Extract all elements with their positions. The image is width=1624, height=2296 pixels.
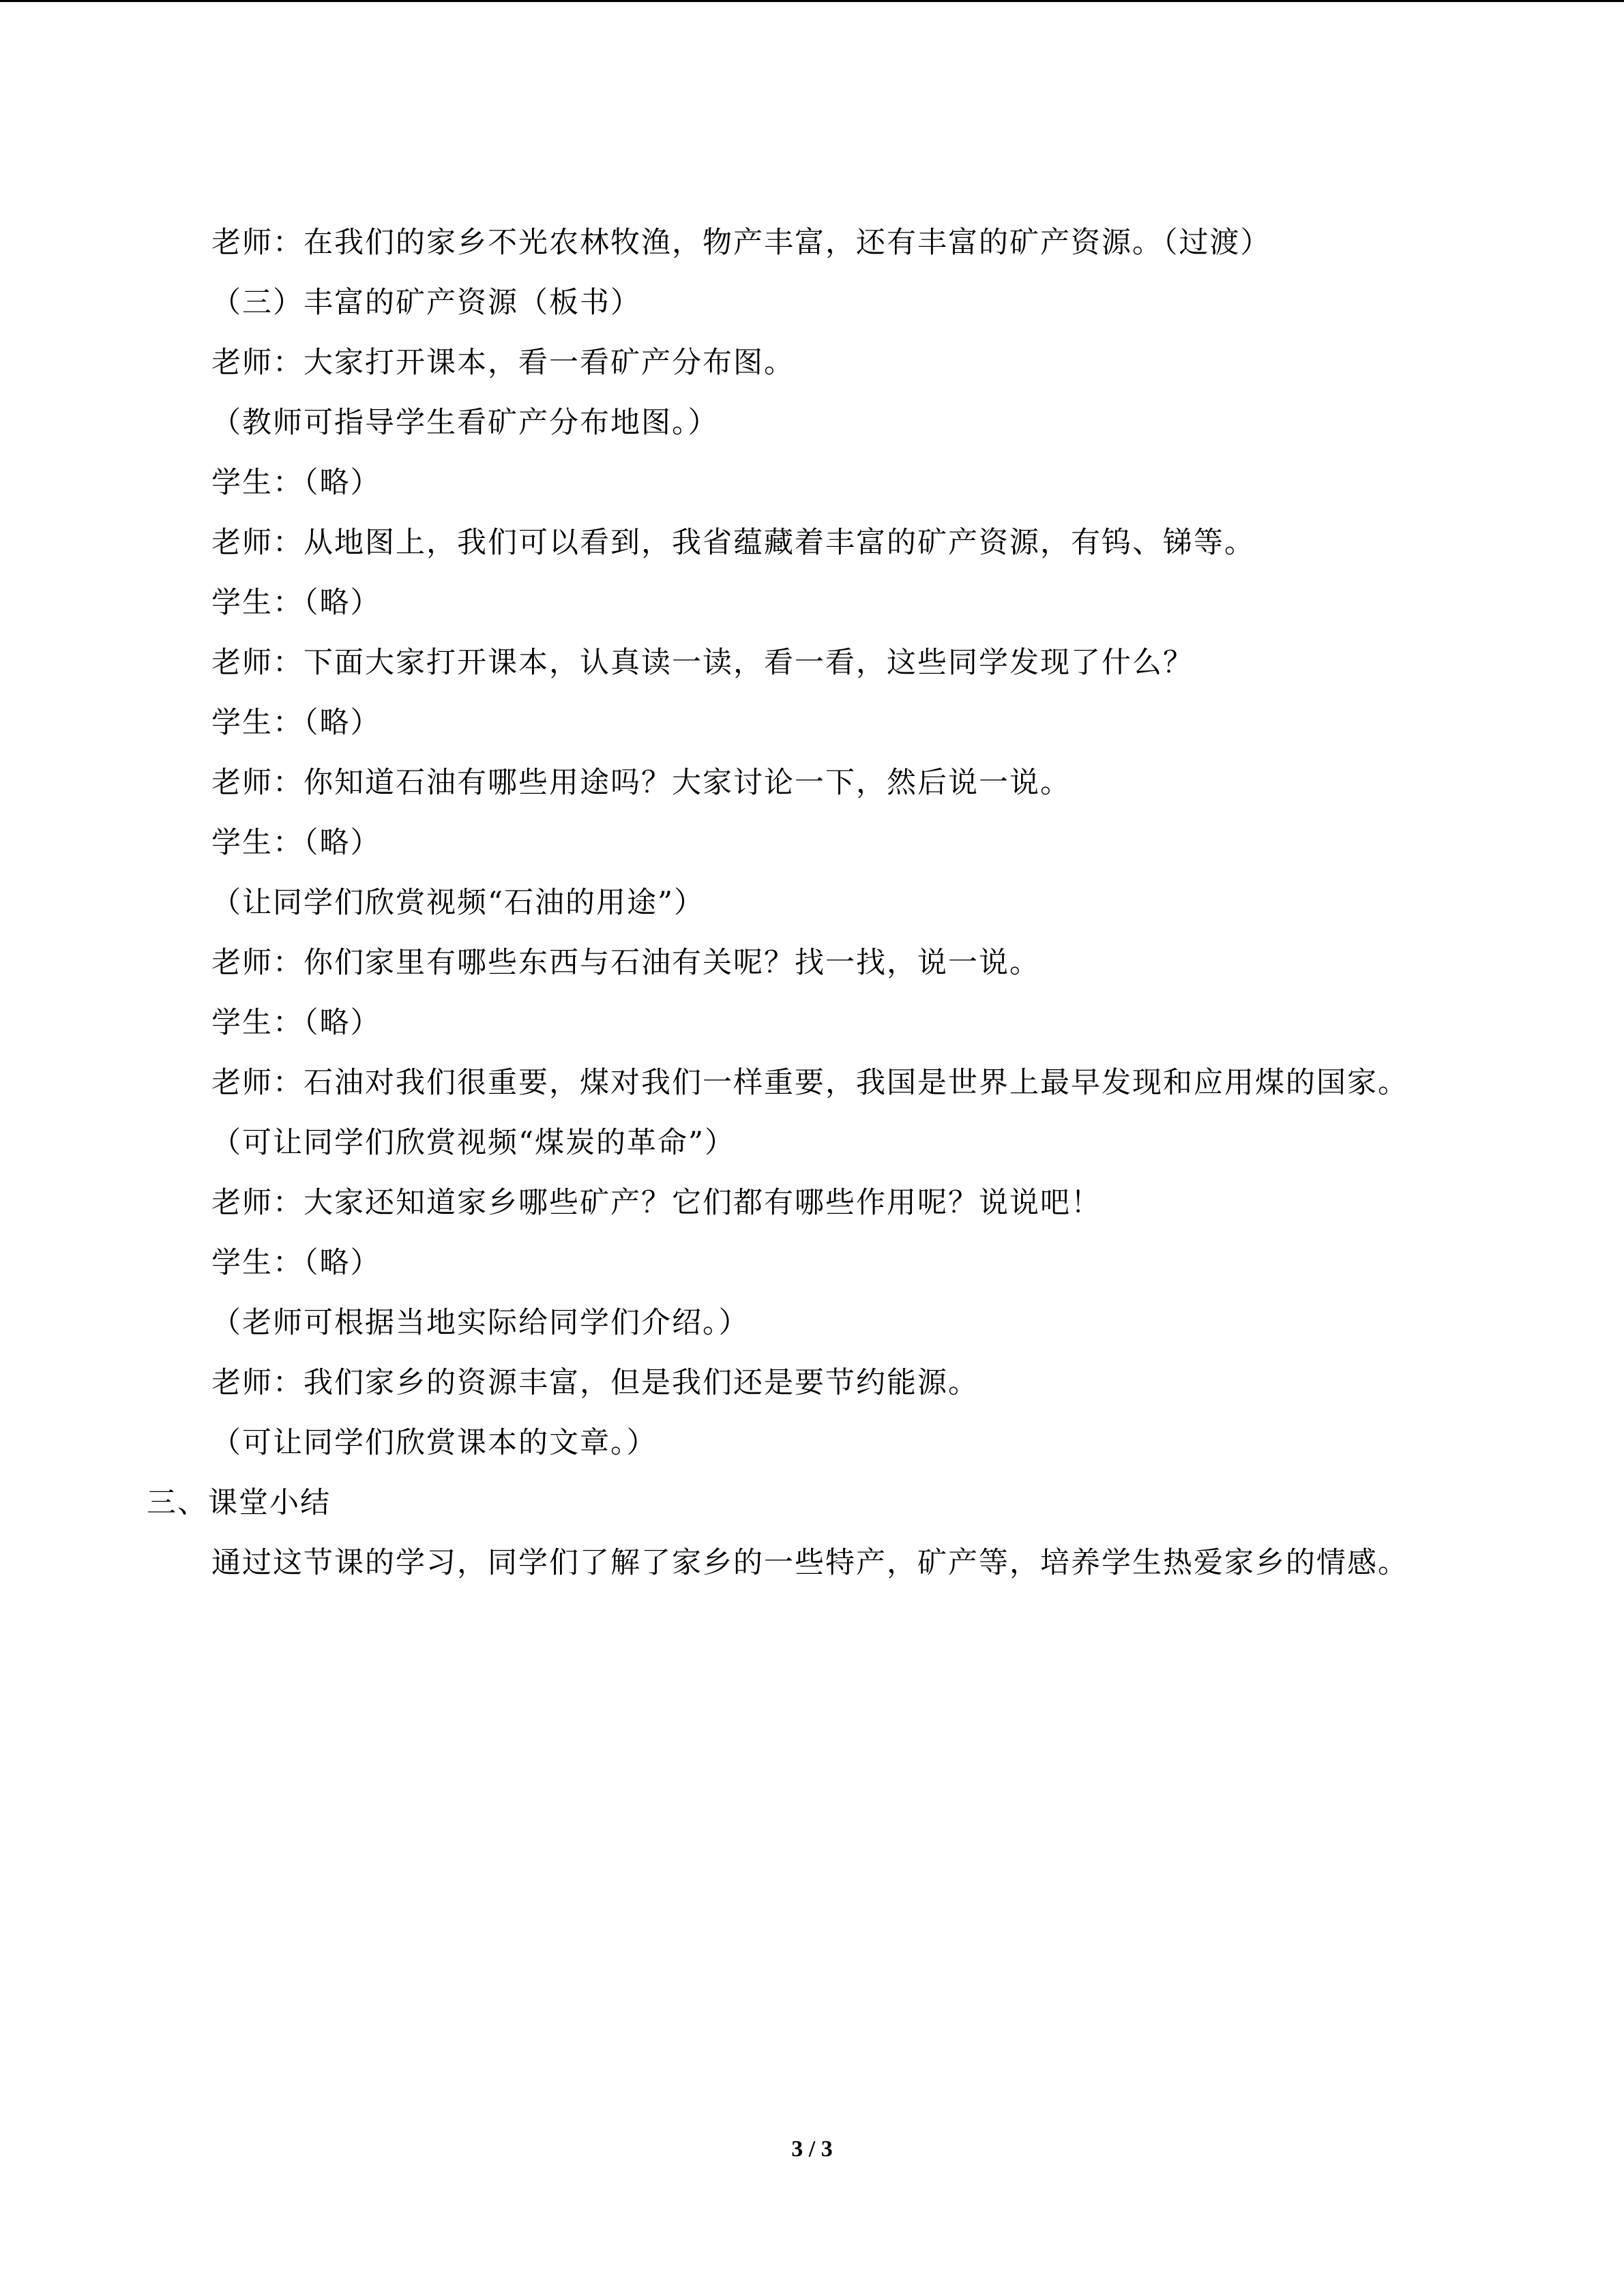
paragraph-student-reply: 学生：（略） [211,466,381,500]
paragraph-note-local-introduction: （老师可根据当地实际给同学们介绍。） [211,1306,750,1340]
paragraph-note-map-guidance: （教师可指导学生看矿产分布地图。） [211,406,719,440]
top-border-rule [0,0,1624,2]
paragraph-teacher-open-textbook: 老师：大家打开课本，看一看矿产分布图。 [211,346,795,380]
document-body [147,213,1429,1593]
paragraph-teacher-petroleum-uses: 老师：你知道石油有哪些用途吗？大家讨论一下，然后说一说。 [211,766,1071,800]
section-heading-class-summary: 三、课堂小结 [147,1486,331,1520]
paragraph-teacher-save-energy: 老师：我们家乡的资源丰富，但是我们还是要节约能源。 [211,1366,979,1400]
paragraph-teacher-transition: 老师：在我们的家乡不光农林牧渔，物产丰富，还有丰富的矿产资源。（过渡） [211,226,1271,260]
section-heading-mineral-resources: （三）丰富的矿产资源（板书） [211,286,641,320]
paragraph-teacher-other-minerals: 老师：大家还知道家乡哪些矿产？它们都有哪些作用呢？说说吧！ [211,1186,1102,1220]
paragraph-note-petroleum-video: （让同学们欣赏视频“石油的用途”） [211,886,705,920]
paragraph-student-reply: 学生：（略） [211,706,381,740]
paragraph-student-reply: 学生：（略） [211,586,381,620]
paragraph-teacher-coal: 老师：石油对我们很重要，煤对我们一样重要，我国是世界上最早发现和应用煤的国家。 [211,1066,1408,1100]
paragraph-teacher-read-textbook: 老师：下面大家打开课本，认真读一读，看一看，这些同学发现了什么？ [211,646,1194,680]
page-number: 3 / 3 [791,2136,833,2162]
paragraph-student-reply: 学生：（略） [211,826,381,860]
paragraph-teacher-map-reading: 老师：从地图上，我们可以看到，我省蕴藏着丰富的矿产资源，有钨、锑等。 [211,526,1255,560]
paragraph-note-coal-video: （可让同学们欣赏视频“煤炭的革命”） [211,1126,735,1160]
paragraph-student-reply: 学生：（略） [211,1246,381,1280]
paragraph-student-reply: 学生：（略） [211,1006,381,1040]
paragraph-teacher-household-petroleum: 老师：你们家里有哪些东西与石油有关呢？找一找，说一说。 [211,946,1040,980]
paragraph-note-textbook-article: （可让同学们欣赏课本的文章。） [211,1426,658,1460]
paragraph-summary: 通过这节课的学习，同学们了解了家乡的一些特产，矿产等，培养学生热爱家乡的情感。 [211,1546,1408,1580]
